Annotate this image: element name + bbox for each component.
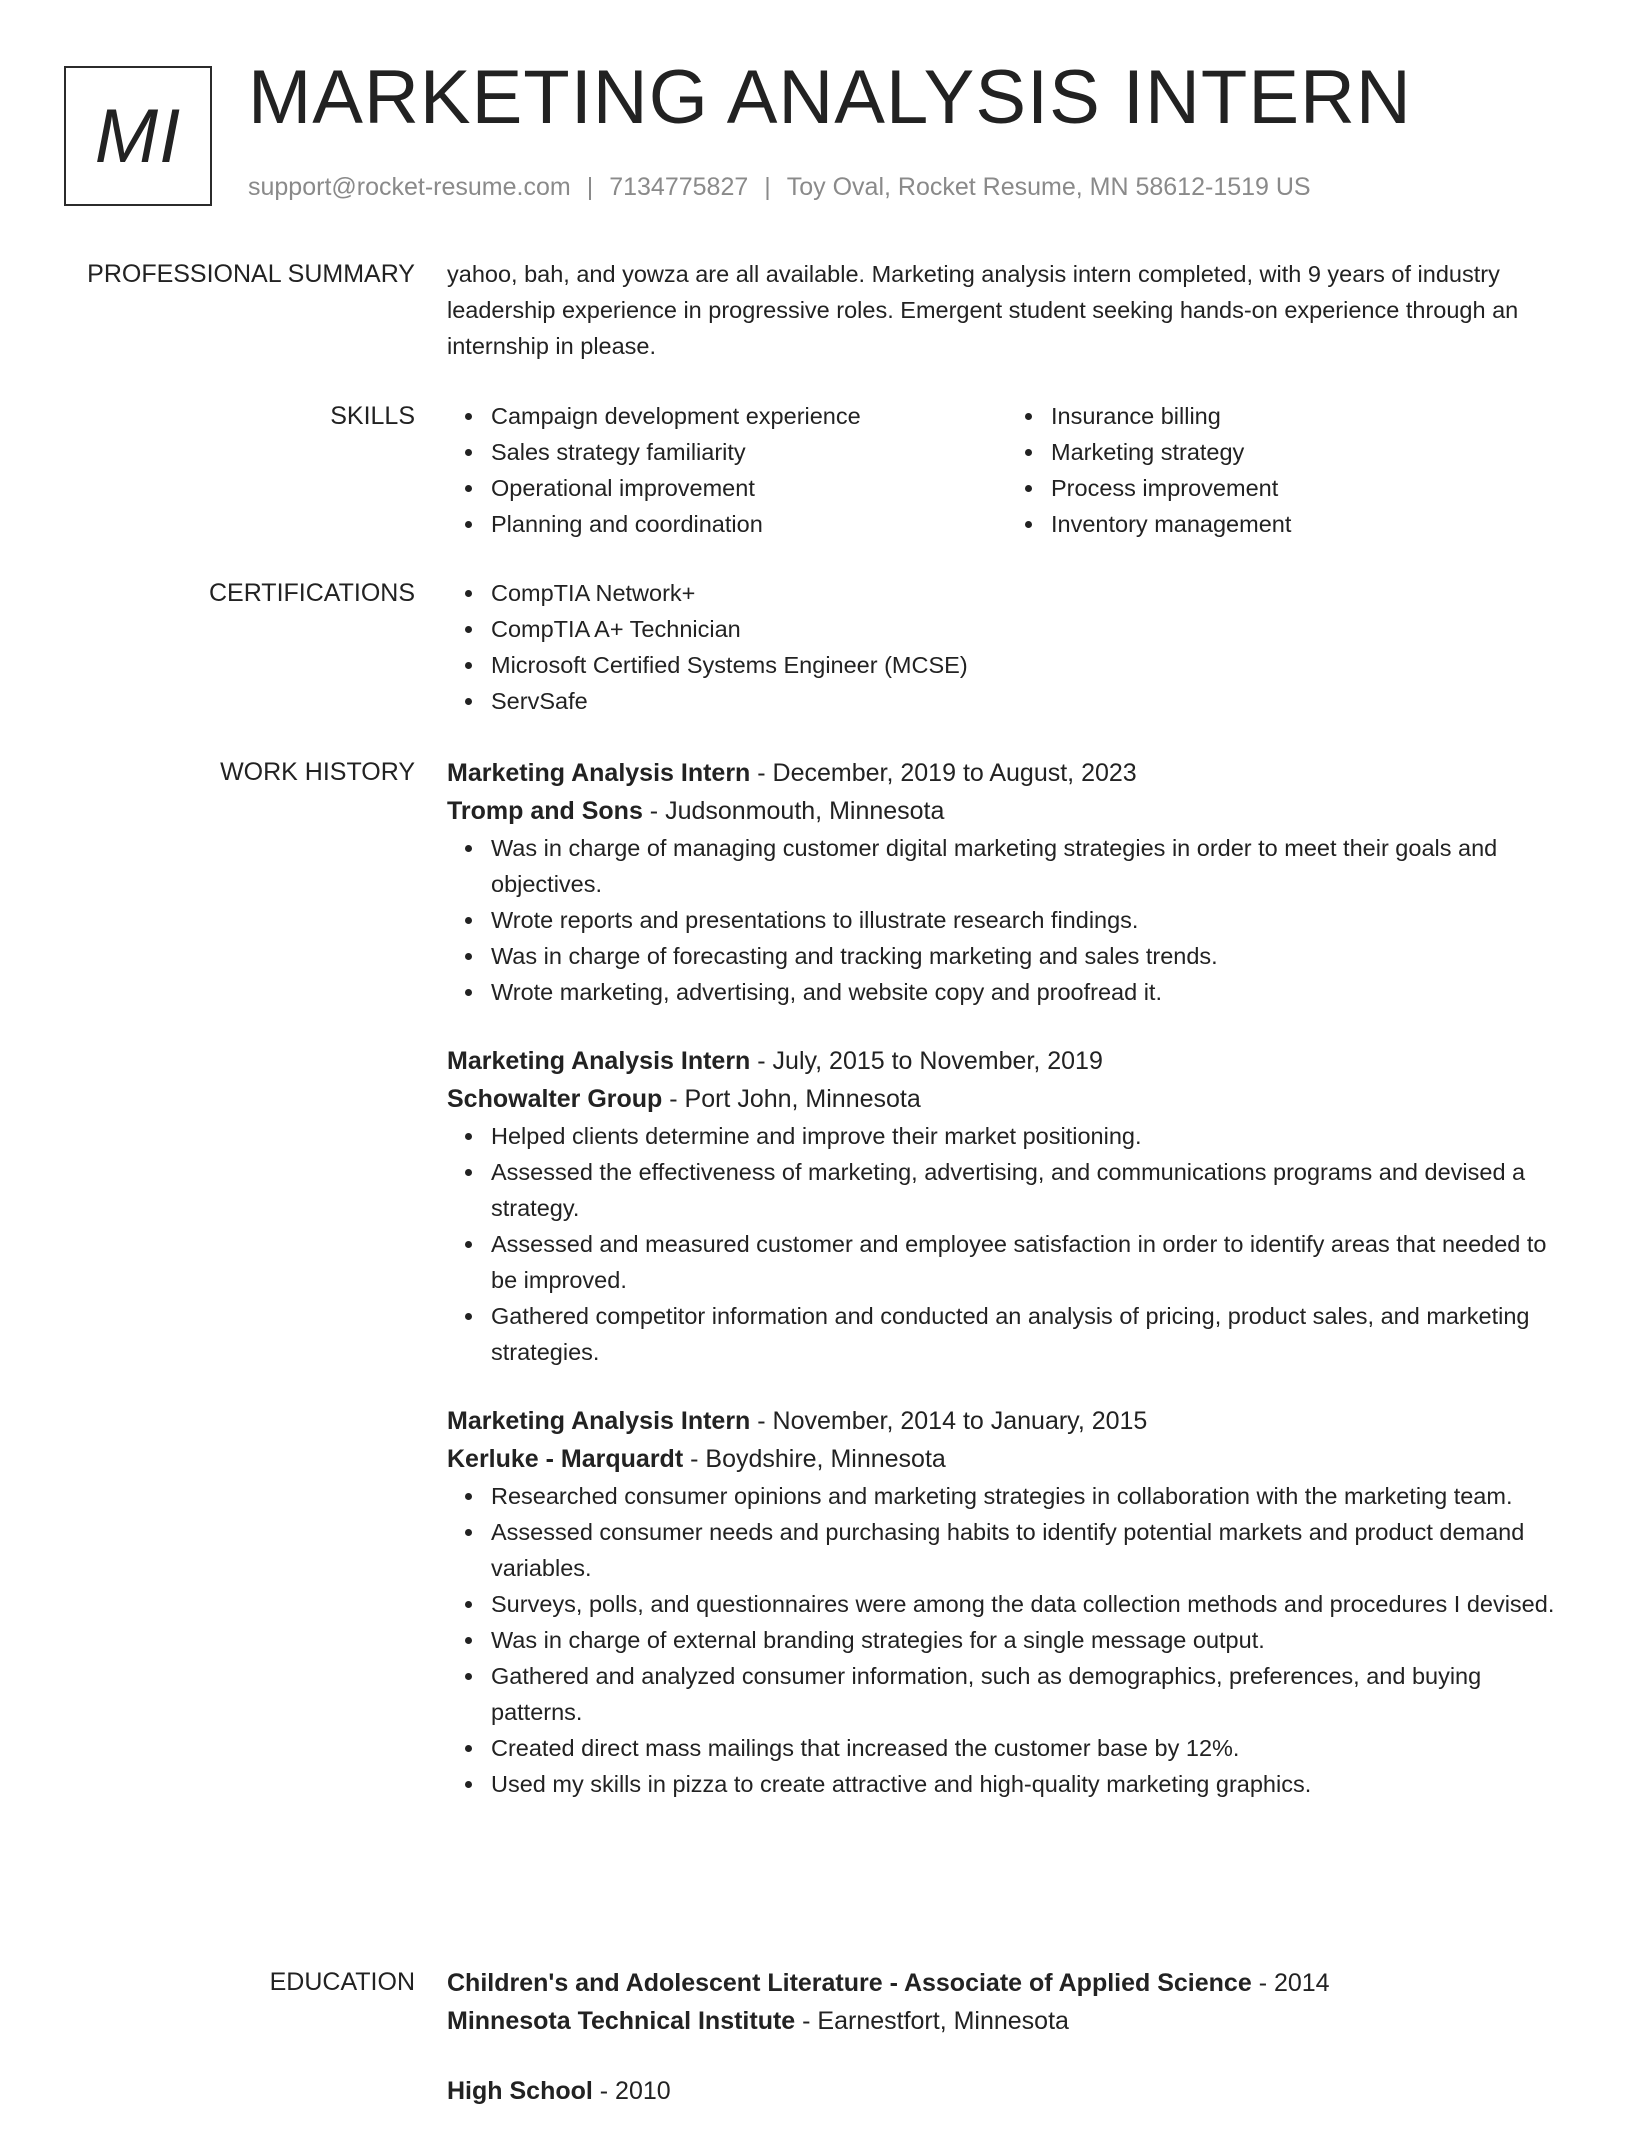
- job-company: Tromp and Sons: [447, 797, 643, 825]
- education-year: - 2010: [592, 2077, 671, 2105]
- skills-grid: [447, 398, 1567, 542]
- skill-item: Planning and coordination: [491, 506, 1007, 542]
- education-degree: High School: [447, 2077, 593, 2105]
- certifications-list: [447, 575, 1567, 719]
- job-location: - Judsonmouth, Minnesota: [642, 797, 945, 825]
- skill-item: Sales strategy familiarity: [491, 434, 1007, 470]
- job-company-line: [447, 1440, 1567, 1478]
- job-entry: [447, 1402, 1567, 1802]
- job-bullet: Assessed the effectiveness of marketing, advertising, and communications programs and devised a strategy.: [491, 1154, 1567, 1226]
- certification-item: ServSafe: [491, 683, 1567, 719]
- job-dates: - July, 2015 to November, 2019: [750, 1047, 1103, 1075]
- education-school: Minnesota Technical Institute: [447, 2007, 796, 2035]
- skill-item: Operational improvement: [491, 470, 1007, 506]
- job-bullet: Wrote reports and presentations to illustrate research findings.: [491, 902, 1567, 938]
- education-entry: [447, 2072, 1567, 2110]
- job-bullet: Was in charge of external branding strategies for a single message output.: [491, 1622, 1567, 1658]
- section-label-skills: SKILLS: [330, 402, 415, 430]
- section-label-certifications: CERTIFICATIONS: [208, 579, 415, 607]
- job-bullet: Used my skills in pizza to create attractive and high-quality marketing graphics.: [491, 1766, 1567, 1802]
- job-title: Marketing Analysis Intern: [447, 759, 751, 787]
- monogram-initials: MI: [94, 93, 182, 179]
- job-bullet: Researched consumer opinions and marketing strategies in collaboration with the marketing team.: [491, 1478, 1567, 1514]
- education-degree-line: [447, 2072, 1567, 2110]
- job-bullet: Was in charge of forecasting and tracking marketing and sales trends.: [491, 938, 1567, 974]
- contact-address: Toy Oval, Rocket Resume, MN 58612-1519 US: [786, 173, 1311, 201]
- job-company: Kerluke - Marquardt: [447, 1445, 684, 1473]
- education-school-line: [447, 2002, 1567, 2040]
- education-year: - 2014: [1251, 1969, 1330, 1997]
- job-location: - Boydshire, Minnesota: [683, 1445, 946, 1473]
- skill-item: Insurance billing: [1051, 398, 1567, 434]
- job-title: Marketing Analysis Intern: [447, 1047, 751, 1075]
- contact-phone[interactable]: 7134775827: [609, 173, 749, 201]
- job-dates: - December, 2019 to August, 2023: [750, 759, 1137, 787]
- education-entry: [447, 1964, 1567, 2040]
- section-label-work-history: WORK HISTORY: [220, 758, 415, 786]
- job-bullet: Wrote marketing, advertising, and website copy and proofread it.: [491, 974, 1567, 1010]
- skill-item: Process improvement: [1051, 470, 1567, 506]
- section-label-education: EDUCATION: [269, 1968, 415, 1996]
- job-bullets: [447, 1478, 1567, 1802]
- job-title: Marketing Analysis Intern: [447, 1407, 751, 1435]
- certification-item: CompTIA Network+: [491, 575, 1567, 611]
- certification-item: CompTIA A+ Technician: [491, 611, 1567, 647]
- job-bullet: Assessed consumer needs and purchasing habits to identify potential markets and product demand variables.: [491, 1514, 1567, 1586]
- job-entry: [447, 1042, 1567, 1370]
- job-location: - Port John, Minnesota: [662, 1085, 921, 1113]
- contact-email[interactable]: support@rocket-resume.com: [248, 173, 571, 201]
- job-company: Schowalter Group: [447, 1085, 663, 1113]
- job-bullets: [447, 830, 1567, 1010]
- job-entry: [447, 754, 1567, 1010]
- section-label-summary: PROFESSIONAL SUMMARY: [87, 260, 415, 288]
- job-title-line: [447, 1042, 1567, 1080]
- job-bullet: Gathered and analyzed consumer information, such as demographics, preferences, and buying patterns.: [491, 1658, 1567, 1730]
- education-degree-line: [447, 1964, 1567, 2002]
- resume-title: MARKETING ANALYSIS INTERN: [248, 55, 1412, 140]
- job-bullets: [447, 1118, 1567, 1370]
- skill-item: Campaign development experience: [491, 398, 1007, 434]
- education-location: - Earnestfort, Minnesota: [795, 2007, 1069, 2035]
- skill-item: Marketing strategy: [1051, 434, 1567, 470]
- job-dates: - November, 2014 to January, 2015: [750, 1407, 1148, 1435]
- skills-column-2: [1007, 398, 1567, 542]
- contact-line: [248, 173, 1311, 202]
- skills-column-1: [447, 398, 1007, 542]
- job-title-line: [447, 1402, 1567, 1440]
- job-bullet: Gathered competitor information and conducted an analysis of pricing, product sales, and marketing strategies.: [491, 1298, 1567, 1370]
- job-bullet: Helped clients determine and improve their market positioning.: [491, 1118, 1567, 1154]
- job-bullet: Assessed and measured customer and employee satisfaction in order to identify areas that needed to be improved.: [491, 1226, 1567, 1298]
- job-company-line: [447, 792, 1567, 830]
- job-bullet: Was in charge of managing customer digital marketing strategies in order to meet their goals and objectives.: [491, 830, 1567, 902]
- contact-separator: |: [764, 173, 771, 201]
- job-title-line: [447, 754, 1567, 792]
- skill-item: Inventory management: [1051, 506, 1567, 542]
- contact-separator: |: [586, 173, 594, 201]
- job-bullet: Surveys, polls, and questionnaires were among the data collection methods and procedures I devised.: [491, 1586, 1567, 1622]
- certification-item: Microsoft Certified Systems Engineer (MCSE): [491, 647, 1567, 683]
- education-degree: Children's and Adolescent Literature - Associate of Applied Science: [447, 1969, 1252, 1997]
- summary-text: yahoo, bah, and yowza are all available. Marketing analysis intern completed, with 9 years of industry leadership experience in progressive roles. Emergent student seeking hands-on experience through an internship in please.: [447, 261, 1519, 359]
- monogram-box: [64, 66, 212, 206]
- job-company-line: [447, 1080, 1567, 1118]
- job-bullet: Created direct mass mailings that increased the customer base by 12%.: [491, 1730, 1567, 1766]
